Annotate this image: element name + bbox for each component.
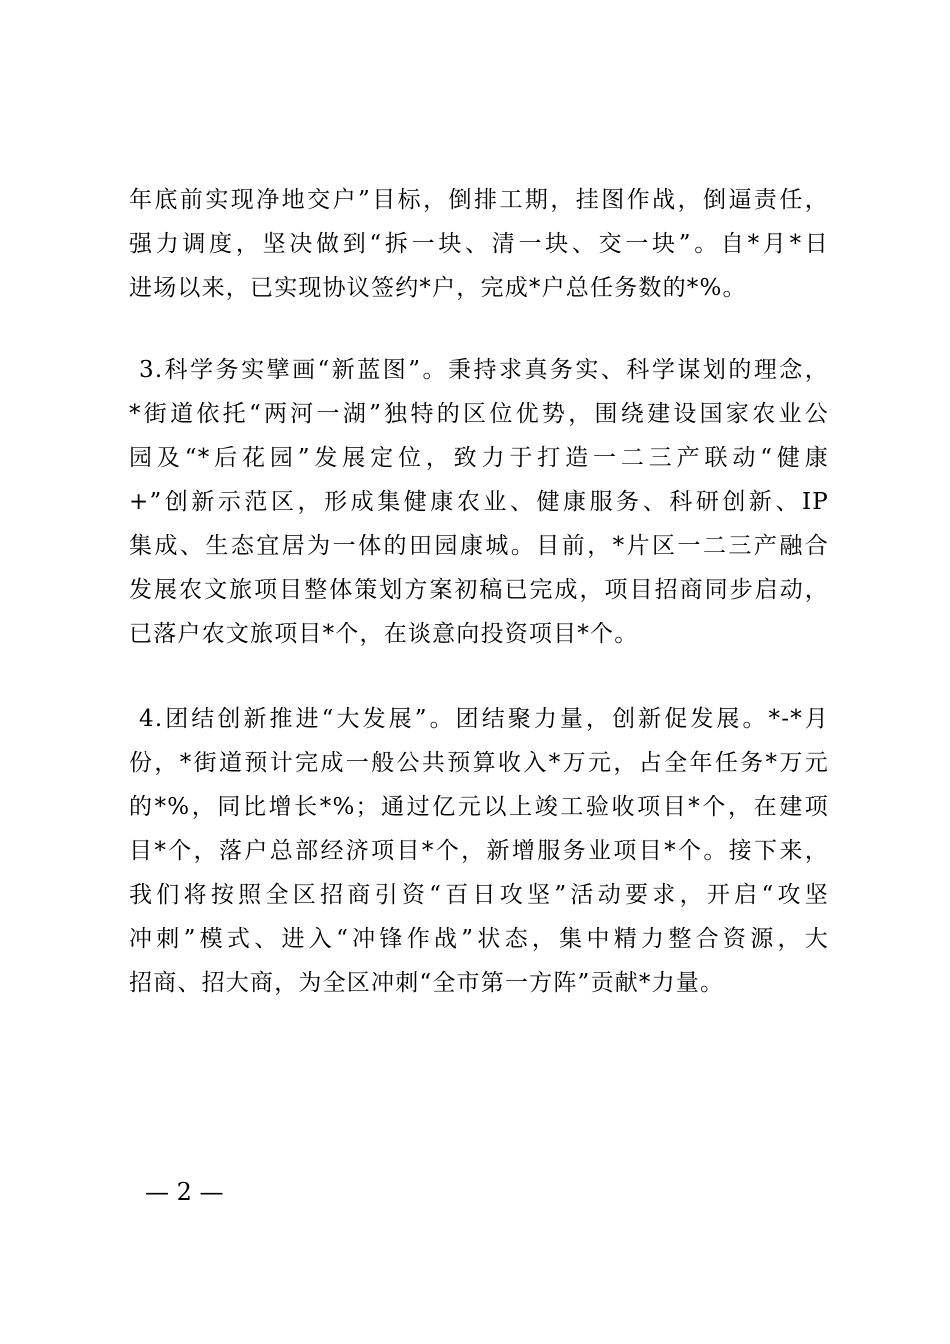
text-line: 已落户农文旅项目*个，在谈意向投资项目*个。	[129, 621, 639, 647]
text-line: 4.团结创新推进“大发展”。团结聚力量，创新促发展。*-*月	[139, 706, 829, 732]
text-line: 目*个，落户总部经济项目*个，新增服务业项目*个。接下来，	[129, 838, 829, 864]
text-line: +”创新示范区，形成集健康农业、健康服务、科研创新、IP	[129, 489, 829, 515]
text-line: 年底前实现净地交户”目标，倒排工期，挂图作战，倒逼责任，	[129, 187, 829, 213]
text-line: 我们将按照全区招商引资“百日攻坚”活动要求，开启“攻坚	[129, 882, 829, 908]
text-line: 份，*街道预计完成一般公共预算收入*万元，占全年任务*万元	[129, 750, 829, 776]
page-number: — 2 —	[145, 1178, 224, 1206]
text-line: 招商、招大商，为全区冲刺“全市第一方阵”贡献*力量。	[129, 970, 725, 996]
text-line: 集成、生态宜居为一体的田园康城。目前，*片区一二三产融合	[129, 533, 829, 559]
text-line: 的*%，同比增长*%；通过亿元以上竣工验收项目*个，在建项	[129, 794, 829, 820]
paragraph-new-blueprint	[129, 348, 829, 656]
text-line: 发展农文旅项目整体策划方案初稿已完成，项目招商同步启动，	[129, 577, 829, 603]
text-line: 进场以来，已实现协议签约*户，完成*户总任务数的*%。	[129, 275, 747, 301]
text-line: 强力调度，坚决做到“拆一块、清一块、交一块”。自*月*日	[129, 231, 829, 257]
paragraph-great-development	[129, 697, 829, 1005]
text-line: 冲刺”模式、进入“冲锋作战”状态，集中精力整合资源，大	[129, 926, 829, 952]
text-line: *街道依托“两河一湖”独特的区位优势，围绕建设国家农业公	[129, 401, 829, 427]
text-line: 3.科学务实擘画“新蓝图”。秉持求真务实、科学谋划的理念，	[139, 357, 829, 383]
text-line: 园及“*后花园”发展定位，致力于打造一二三产联动“健康	[129, 445, 829, 471]
paragraph-land-handover	[129, 178, 829, 310]
